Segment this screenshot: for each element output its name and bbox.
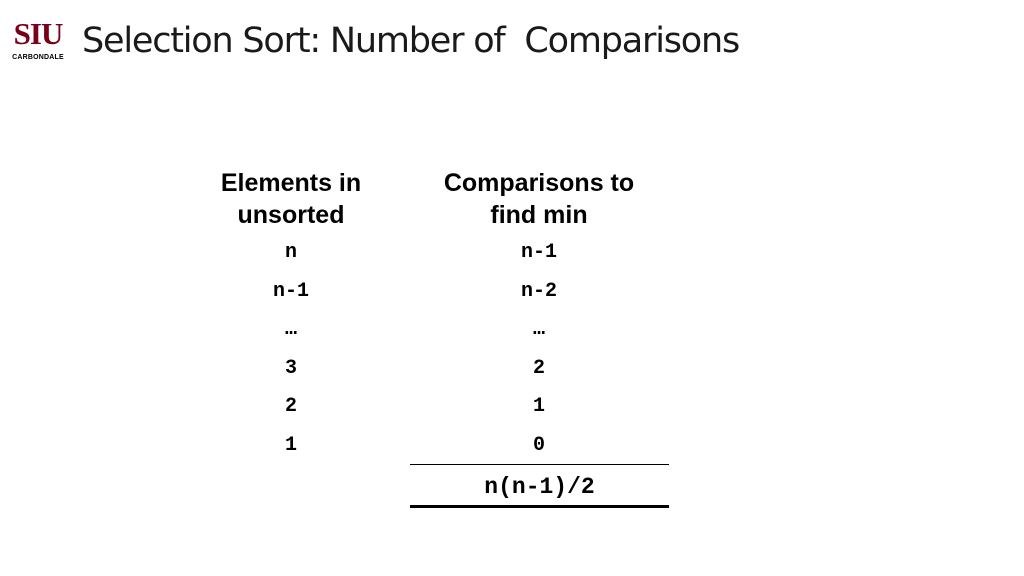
table-cell: 2 — [284, 395, 297, 418]
table-cell: … — [284, 318, 297, 341]
table-cell: n-1 — [272, 280, 309, 303]
sum-rule — [410, 464, 669, 465]
table-cell: 3 — [284, 357, 297, 380]
header-comparisons-find-min: Comparisons to find min — [443, 169, 635, 229]
logo-mark: SIU — [13, 16, 63, 51]
table-cell: n-1 — [520, 241, 557, 264]
header-elements-unsorted: Elements in unsorted — [220, 169, 362, 229]
table-cell: 2 — [532, 357, 545, 380]
table-cell: 1 — [532, 395, 545, 418]
total-formula: n(n-1)/2 — [484, 474, 595, 500]
siu-logo — [5, 17, 71, 65]
slide-title: Selection Sort: Number of Comparisons — [82, 21, 739, 61]
logo-subtitle: CARBONDALE — [12, 54, 64, 61]
table-cell: n-2 — [520, 280, 557, 303]
table-cell: n — [284, 241, 297, 264]
total-underline — [410, 505, 669, 508]
table-cell: … — [532, 318, 545, 341]
table-cell: 1 — [284, 434, 297, 457]
table-cell: 0 — [532, 434, 545, 457]
